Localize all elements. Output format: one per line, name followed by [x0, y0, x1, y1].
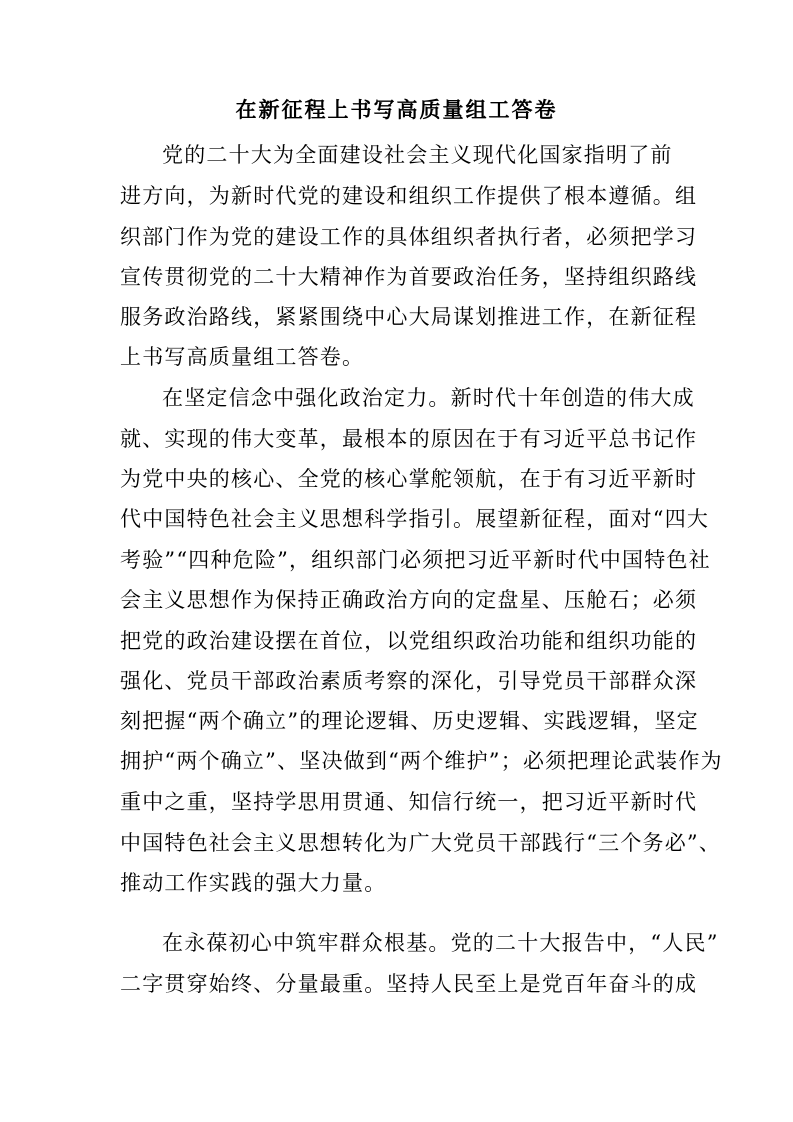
paragraph-3-line-1: 在永葆初心中筑牢群众根基。党的二十大报告中，“人民” [162, 931, 719, 955]
paragraph-2-line-2: 就、实现的伟大变革，最根本的原因在于有习近平总书记作 [120, 427, 698, 451]
paragraph-2-line-10: 拥护“两个确立”、坚决做到“两个维护”；必须把理论武装作为 [120, 749, 723, 773]
paragraph-2-line-7: 把党的政治建设摆在首位，以党组织政治功能和组织功能的 [120, 629, 698, 653]
paragraph-2-line-8: 强化、党员干部政治素质考察的深化，引导党员干部群众深 [120, 669, 698, 693]
paragraph-1-line-3: 织部门作为党的建设工作的具体组织者执行者，必须把学习 [120, 225, 698, 249]
paragraph-1-line-1: 党的二十大为全面建设社会主义现代化国家指明了前 [162, 143, 673, 167]
paragraph-2-line-1: 在坚定信念中强化政治定力。新时代十年创造的伟大成 [162, 386, 695, 410]
paragraph-2-line-11: 重中之重，坚持学思用贯通、知信行统一，把习近平新时代 [120, 790, 698, 814]
paragraph-3-line-2: 二字贯穿始终、分量最重。坚持人民至上是党百年奋斗的成 [120, 972, 698, 996]
paragraph-1-line-5: 服务政治路线，紧紧围绕中心大局谋划推进工作，在新征程 [120, 305, 698, 329]
paragraph-1-line-6: 上书写高质量组工答卷。 [120, 345, 365, 369]
paragraph-1-line-4: 宣传贯彻党的二十大精神作为首要政治任务，坚持组织路线 [120, 265, 698, 289]
paragraph-2-line-4: 代中国特色社会主义思想科学指引。展望新征程，面对“四大 [120, 507, 710, 531]
paragraph-2-line-3: 为党中央的核心、全党的核心掌舵领航，在于有习近平新时 [120, 467, 698, 491]
paragraph-2-line-5: 考验”“四种危险”，组织部门必须把习近平新时代中国特色社 [120, 548, 711, 572]
paragraph-2-line-6: 会主义思想作为保持正确政治方向的定盘星、压舱石；必须 [120, 588, 698, 612]
paragraph-1-line-2: 进方向，为新时代党的建设和组织工作提供了根本遵循。组 [120, 184, 698, 208]
paragraph-2-line-13: 推动工作实践的强大力量。 [120, 871, 387, 895]
document-title: 在新征程上书写高质量组工答卷 [235, 97, 558, 122]
paragraph-2-line-12: 中国特色社会主义思想转化为广大党员干部践行“三个务必”、 [120, 831, 722, 855]
paragraph-2-line-9: 刻把握“两个确立”的理论逻辑、历史逻辑、实践逻辑，坚定 [120, 709, 699, 733]
